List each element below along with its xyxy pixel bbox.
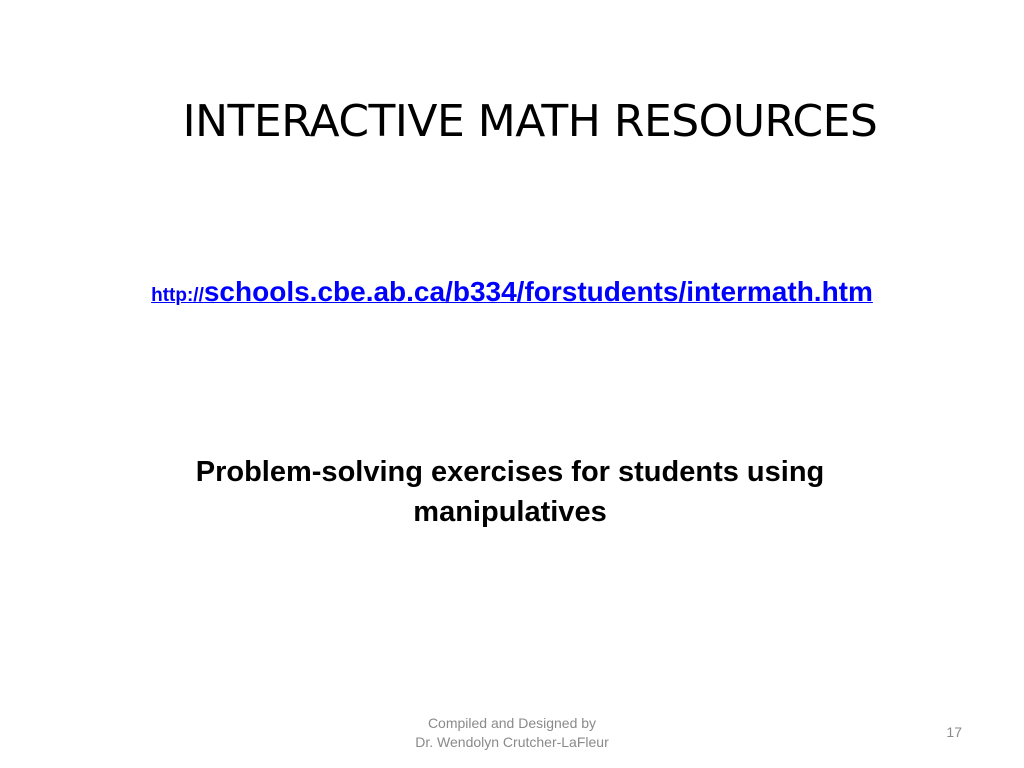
footer-line-1: Compiled and Designed by bbox=[427, 715, 597, 731]
resource-link-line bbox=[0, 276, 1024, 308]
link-path: schools.cbe.ab.ca/b334/forstudents/intermath.htm bbox=[203, 276, 873, 307]
page-number: 17 bbox=[946, 724, 962, 740]
footer-line-2: Dr. Wendolyn Crutcher-LaFleur bbox=[415, 734, 609, 750]
resource-link[interactable] bbox=[151, 276, 873, 307]
footer-credits bbox=[312, 714, 712, 752]
resource-description: Problem-solving exercises for students using manipulatives bbox=[195, 456, 825, 528]
link-protocol: http:// bbox=[151, 285, 204, 306]
slide-title: INTERACTIVE MATH RESOURCES bbox=[182, 96, 878, 147]
